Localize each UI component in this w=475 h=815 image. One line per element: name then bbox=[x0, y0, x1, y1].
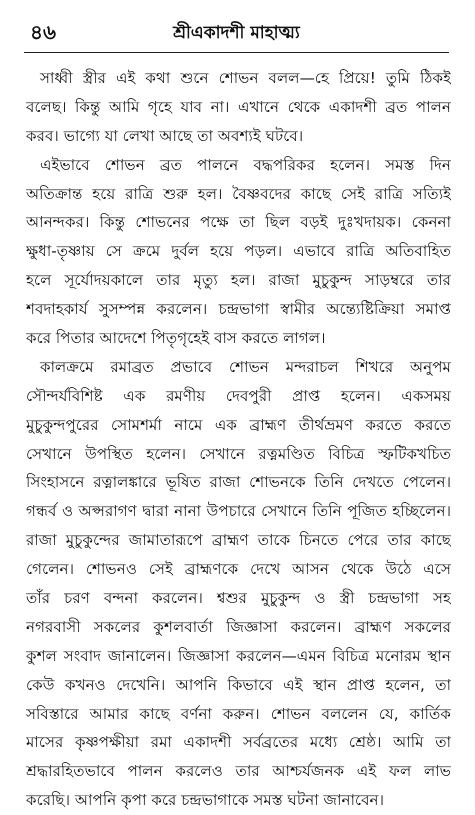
text-line: করেছি। আপনি কৃপা করে চন্দ্রভাগাকে সমস্ত ঘটনা জানাবেন। bbox=[26, 791, 385, 810]
text-line: কালক্রমে রমাব্রত প্রভাবে শোভন মন্দরাচল শিখরে অনুপম bbox=[40, 357, 451, 376]
text-line: সিংহাসনে রত্নালঙ্কারে ভূষিত রাজা শোভনকে তিনি দেখতে পেলেন। bbox=[26, 473, 451, 492]
running-title: শ্রীএকাদশী মাহাত্ম্য bbox=[173, 23, 300, 43]
text-line: কুশল সংবাদ জানালেন। জিজ্ঞাসা করলেন—এমন বিচিত্র মনোরম স্থান bbox=[26, 646, 451, 665]
body-text bbox=[26, 64, 451, 815]
text-line: মুচুকুন্দপুরের সোমশর্মা নামে এক ব্রাহ্মণ তীর্থভ্রমণ করতে করতে bbox=[26, 415, 451, 434]
text-line: কেউ কখনও দেখেনি। আপনি কিভাবে এই স্থান প্রাপ্ত হলেন, তা bbox=[26, 675, 451, 694]
text-line: সৌন্দর্যবিশিষ্ট এক রমণীয় দেবপুরী প্রাপ্ত হলেন। একসময় bbox=[26, 386, 451, 405]
text-line: রাজা মুচুকুন্দের জামাতারূপে ব্রাহ্মণ তাকে চিনতে পেরে তার কাছে bbox=[26, 531, 451, 550]
text-line: শবদাহকার্য সুসম্পন্ন করলেন। চন্দ্রভাগা স্বামীর অন্ত্যেষ্টিক্রিয়া সমাপ্ত bbox=[26, 300, 451, 319]
text-line: সাধ্বী স্ত্রীর এই কথা শুনে শোভন বলল—হে প্রিয়ে! তুমি ঠিকই bbox=[40, 69, 451, 87]
text-line: মাসের কৃষ্ণপক্ষীয়া রমা একাদশী সর্বব্রতের মধ্যে শ্রেষ্ঠ। আমি তা bbox=[26, 733, 451, 752]
text-line: গন্ধর্ব ও অপ্সরাগণ দ্বারা নানা উপচারে সেখানে তিনি পূজিত হচ্ছিলেন। bbox=[26, 502, 451, 521]
text-line: তাঁর চরণ বন্দনা করলেন। শ্বশুর মুচুকুন্দ ও স্ত্রী চন্দ্রভাগা সহ bbox=[26, 589, 451, 608]
text-line: সবিস্তারে আমার কাছে বর্ণনা করুন। শোভন বললেন যে, কার্তিক bbox=[26, 704, 451, 723]
page-number: ৪৬ bbox=[30, 20, 56, 44]
text-line: ক্ষুধা-তৃষ্ণায় সে ক্রমে দুর্বল হয়ে পড়ল। এভাবে রাত্রি অতিবাহিত bbox=[26, 242, 451, 261]
text-line: গেলেন। শোভনও সেই ব্রাহ্মণকে দেখে আসন থেকে উঠে এসে bbox=[26, 560, 451, 579]
text-line: করে পিতার আদেশে পিতৃগৃহেই বাস করতে লাগল। bbox=[26, 329, 326, 348]
text-line: নগরবাসী সকলের কুশলবার্তা জিজ্ঞাসা করলেন। ব্রাহ্মণ সকলের bbox=[26, 617, 451, 636]
text-line: করব। ভাগ্যে যা লেখা আছে তা অবশ্যই ঘটবে। bbox=[26, 126, 304, 145]
text-line: শ্রদ্ধারহিতভাবে পালন করলেও তার আশ্চর্যজনক এই ফল লাভ bbox=[26, 762, 451, 781]
text-line: এইভাবে শোভন ব্রত পালনে বদ্ধপরিকর হলেন। সমস্ত দিন bbox=[40, 155, 451, 174]
text-line: আনন্দকর। কিন্তু শোভনের পক্ষে তা ছিল বড়ই দুঃখদায়ক। কেননা bbox=[26, 213, 451, 232]
header-rule bbox=[24, 52, 449, 53]
text-line: অতিক্রান্ত হয়ে রাত্রি শুরু হল। বৈষ্ণবদের কাছে সেই রাত্রি সত্যিই bbox=[26, 184, 451, 203]
text-line: হলে সূর্যোদয়কালে তার মৃত্যু হল। রাজা মুচুকুন্দ সাড়ম্বরে তার bbox=[26, 271, 451, 290]
page-header bbox=[24, 12, 449, 46]
text-line: সেখানে উপস্থিত হলেন। সেখানে রত্নমণ্ডিত বিচিত্র স্ফটিকখচিত bbox=[26, 444, 451, 463]
text-line: বলেছ। কিন্তু আমি গৃহে যাব না। এখানে থেকে একাদশী ব্রত পালন bbox=[26, 97, 451, 116]
